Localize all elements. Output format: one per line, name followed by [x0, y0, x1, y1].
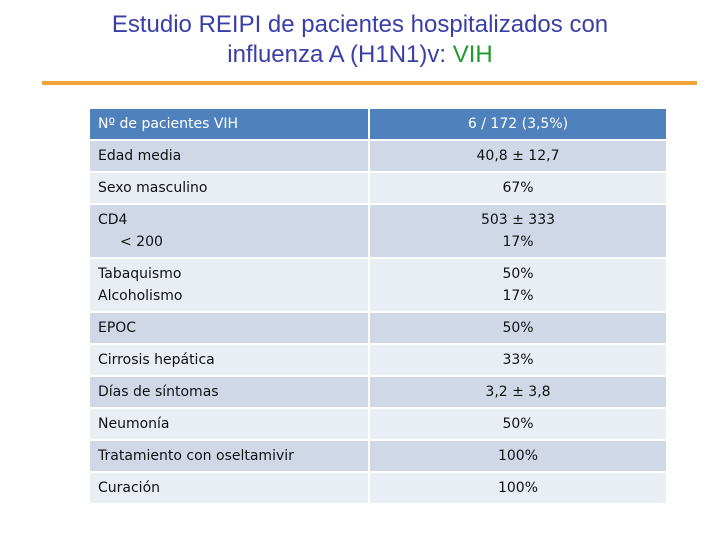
header-value: 6 / 172 (3,5%): [370, 109, 666, 139]
row-value: 100%: [370, 473, 666, 503]
row-subvalue: 17%: [502, 234, 534, 250]
title-divider: [42, 81, 697, 85]
row-label: CD4: [98, 212, 128, 228]
row-value: 50%: [502, 266, 534, 282]
table-row: [90, 173, 666, 203]
row-value-multiline: [370, 205, 666, 257]
table-row: [90, 377, 666, 407]
row-subvalue: 17%: [502, 288, 534, 304]
row-sublabel: < 200: [120, 234, 163, 250]
row-value: 503 ± 333: [480, 212, 556, 228]
row-value: 3,2 ± 3,8: [370, 377, 666, 407]
row-value: 33%: [370, 345, 666, 375]
row-value: 50%: [370, 313, 666, 343]
table-row: [90, 313, 666, 343]
row-value: 100%: [370, 441, 666, 471]
row-label: Días de síntomas: [90, 377, 370, 407]
row-label: Tratamiento con oseltamivir: [90, 441, 370, 471]
table-row: [90, 441, 666, 471]
row-label: Cirrosis hepática: [90, 345, 370, 375]
title-line-1: Estudio REIPI de pacientes hospitalizados con: [111, 11, 609, 38]
row-label: Tabaquismo: [98, 266, 182, 282]
row-label: Neumonía: [90, 409, 370, 439]
title-line-2-main: influenza A (H1N1)v:: [227, 41, 453, 68]
row-label: EPOC: [90, 313, 370, 343]
row-label: Curación: [90, 473, 370, 503]
header-label: Nº de pacientes VIH: [90, 109, 370, 139]
table-row: [90, 409, 666, 439]
row-label-multiline: [90, 259, 370, 311]
table-header-row: [90, 109, 666, 139]
slide-title: [0, 10, 720, 70]
row-sublabel: Alcoholismo: [98, 288, 183, 304]
row-value: 40,8 ± 12,7: [370, 141, 666, 171]
row-label: Sexo masculino: [90, 173, 370, 203]
patient-data-table: [90, 107, 666, 505]
table-row: [90, 259, 666, 311]
row-label: Edad media: [90, 141, 370, 171]
row-label-multiline: [90, 205, 370, 257]
row-value: 67%: [370, 173, 666, 203]
table-row: [90, 205, 666, 257]
row-value: 50%: [370, 409, 666, 439]
row-value-multiline: [370, 259, 666, 311]
title-line-2: [0, 40, 720, 70]
table-row: [90, 345, 666, 375]
title-accent: VIH: [452, 41, 493, 68]
table-row: [90, 473, 666, 503]
table-row: [90, 141, 666, 171]
